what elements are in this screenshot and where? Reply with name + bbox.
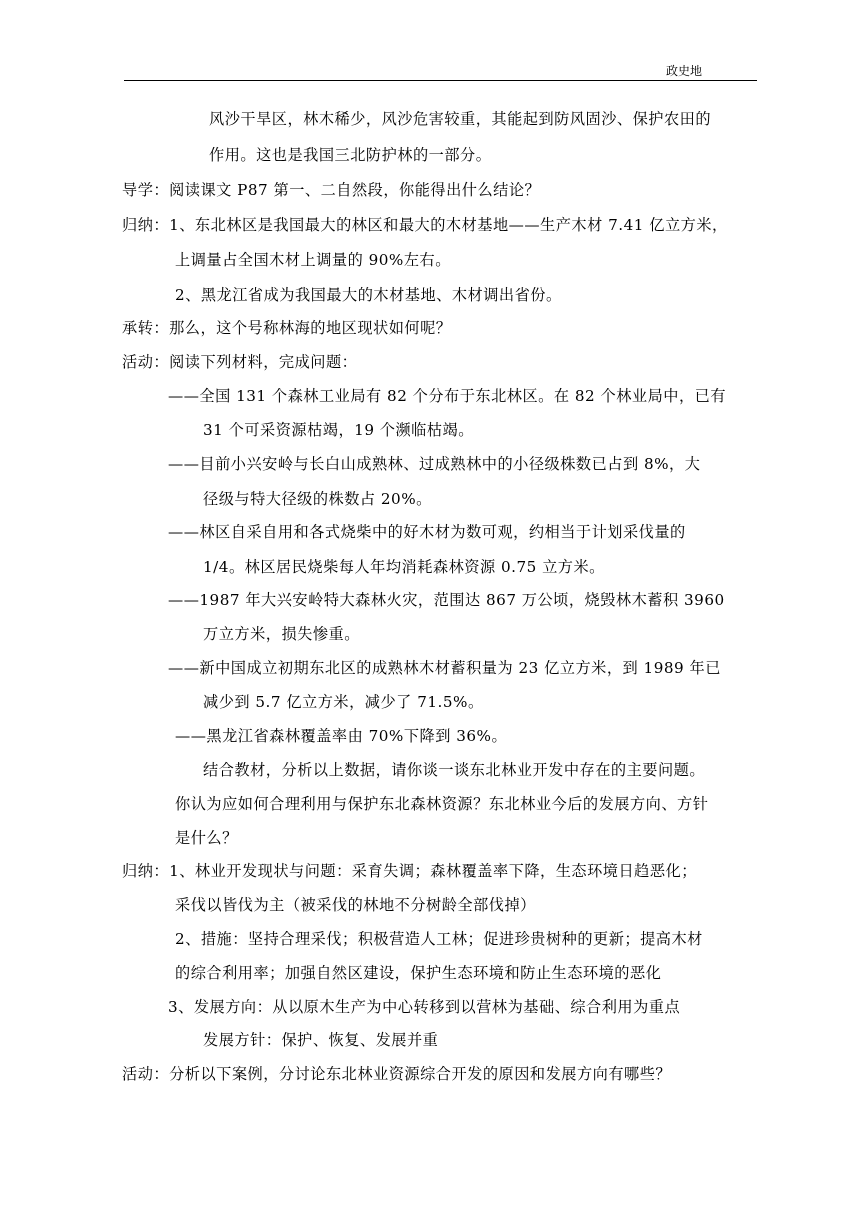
text-line: ——1987 年大兴安岭特大森林火灾，范围达 867 万公顷，烧毁林木蓄积 3960 xyxy=(168,591,725,609)
text-line: 风沙干旱区，林木稀少，风沙危害较重，其能起到防风固沙、保护农田的 xyxy=(209,110,711,128)
text-line: 承转：那么，这个号称林海的地区现状如何呢？ xyxy=(122,319,452,337)
text-line: 减少到 5.7 亿立方米，减少了 71.5%。 xyxy=(203,693,484,711)
text-line: 归纳：1、林业开发现状与问题：采育失调；森林覆盖率下降，生态环境日趋恶化； xyxy=(122,862,697,880)
text-line: 径级与特大径级的株数占 20%。 xyxy=(203,490,432,508)
text-line: 导学：阅读课文 P87 第一、二自然段，你能得出什么结论？ xyxy=(122,181,541,199)
text-line: ——黑龙江省森林覆盖率由 70%下降到 36%。 xyxy=(175,727,508,745)
text-line: 上调量占全国木材上调量的 90%左右。 xyxy=(175,251,451,269)
text-line: 的综合利用率；加强自然区建设，保护生态环境和防止生态环境的恶化 xyxy=(175,964,662,982)
text-line: 活动：分析以下案例，分讨论东北林业资源综合开发的原因和发展方向有哪些？ xyxy=(122,1065,672,1083)
text-line: 你认为应如何合理利用与保护东北森林资源？东北林业今后的发展方向、方针 xyxy=(175,795,709,813)
text-line: ——林区自采自用和各式烧柴中的好木材为数可观，约相当于计划采伐量的 xyxy=(168,523,686,541)
text-line: 1/4。林区居民烧柴每人年均消耗森林资源 0.75 立方米。 xyxy=(203,558,605,576)
text-line: 万立方米，损失惨重。 xyxy=(203,625,360,643)
text-line: 采伐以皆伐为主（被采伐的林地不分树龄全部伐掉） xyxy=(175,896,536,914)
text-line: ——新中国成立初期东北区的成熟林木材蓄积量为 23 亿立方米，到 1989 年已 xyxy=(168,659,721,677)
text-line: 2、措施：坚持合理采伐；积极营造人工林；促进珍贵树种的更新；提高木材 xyxy=(175,930,703,948)
text-line: 3、发展方向：从以原木生产为中心转移到以营林为基础、综合利用为重点 xyxy=(168,998,681,1016)
text-line: 2、黑龙江省成为我国最大的木材基地、木材调出省份。 xyxy=(175,286,562,304)
page-header xyxy=(124,58,757,81)
text-line: 活动：阅读下列材料，完成问题： xyxy=(122,353,358,371)
text-line: ——全国 131 个森林工业局有 82 个分布于东北林区。在 82 个林业局中，已有 xyxy=(168,387,727,405)
text-line: 发展方针：保护、恢复、发展并重 xyxy=(203,1031,439,1049)
header-subject: 政史地 xyxy=(665,64,702,78)
text-line: 31 个可采资源枯竭，19 个濒临枯竭。 xyxy=(203,421,474,439)
text-line: 归纳：1、东北林区是我国最大的林区和最大的木材基地——生产木材 7.41 亿立方米， xyxy=(122,216,728,234)
text-line: 作用。这也是我国三北防护林的一部分。 xyxy=(209,146,492,164)
text-line: ——目前小兴安岭与长白山成熟林、过成熟林中的小径级株数已占到 8%，大 xyxy=(168,455,701,473)
text-line: 是什么？ xyxy=(175,829,238,847)
text-line: 结合教材，分析以上数据，请你谈一谈东北林业开发中存在的主要问题。 xyxy=(203,761,705,779)
